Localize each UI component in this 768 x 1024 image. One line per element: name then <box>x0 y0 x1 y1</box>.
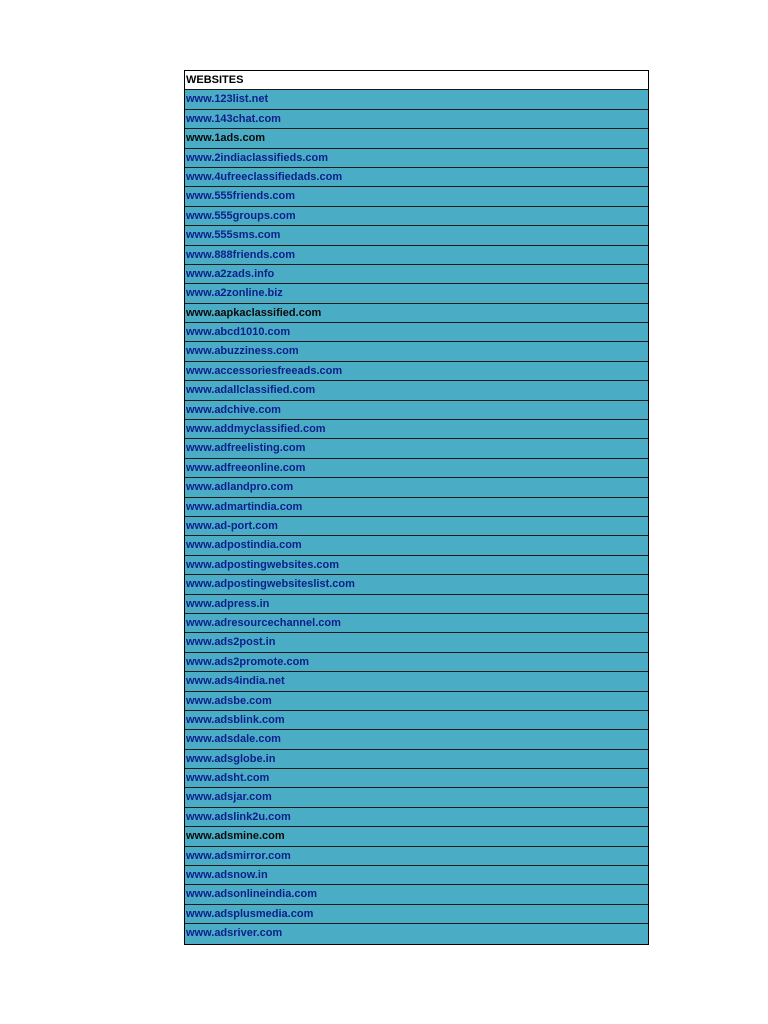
website-link[interactable]: www.888friends.com <box>185 246 648 265</box>
website-link[interactable]: www.adpress.in <box>185 595 648 614</box>
website-link[interactable]: www.adsnow.in <box>185 866 648 885</box>
website-text: www.aapkaclassified.com <box>185 304 648 323</box>
websites-table <box>184 70 649 945</box>
website-link[interactable]: www.adchive.com <box>185 401 648 420</box>
website-link[interactable]: www.555groups.com <box>185 207 648 226</box>
website-link[interactable]: www.adsbe.com <box>185 692 648 711</box>
website-link[interactable]: www.admartindia.com <box>185 498 648 517</box>
website-link[interactable]: www.adsglobe.in <box>185 750 648 769</box>
website-link[interactable]: www.ads2post.in <box>185 633 648 652</box>
website-link[interactable]: www.ads4india.net <box>185 672 648 691</box>
website-link[interactable]: www.adlandpro.com <box>185 478 648 497</box>
website-link[interactable]: www.143chat.com <box>185 110 648 129</box>
website-link[interactable]: www.adsdale.com <box>185 730 648 749</box>
website-link[interactable]: www.abuzziness.com <box>185 342 648 361</box>
website-link[interactable]: www.ad-port.com <box>185 517 648 536</box>
website-link[interactable]: www.adsplusmedia.com <box>185 905 648 924</box>
website-text: www.adsmine.com <box>185 827 648 846</box>
website-link[interactable]: www.adresourcechannel.com <box>185 614 648 633</box>
website-link[interactable]: www.adsmirror.com <box>185 847 648 866</box>
website-link[interactable]: www.a2zonline.biz <box>185 284 648 303</box>
website-link[interactable]: www.adpostindia.com <box>185 536 648 555</box>
website-list <box>185 90 648 943</box>
website-link[interactable]: www.accessoriesfreeads.com <box>185 362 648 381</box>
website-link[interactable]: www.2indiaclassifieds.com <box>185 149 648 168</box>
website-link[interactable]: www.ads2promote.com <box>185 653 648 672</box>
website-link[interactable]: www.adpostingwebsiteslist.com <box>185 575 648 594</box>
website-link[interactable]: www.adsjar.com <box>185 788 648 807</box>
website-link[interactable]: www.adsriver.com <box>185 924 648 943</box>
website-link[interactable]: www.555friends.com <box>185 187 648 206</box>
website-link[interactable]: www.555sms.com <box>185 226 648 245</box>
website-link[interactable]: www.adpostingwebsites.com <box>185 556 648 575</box>
website-link[interactable]: www.adsht.com <box>185 769 648 788</box>
website-text: www.1ads.com <box>185 129 648 148</box>
website-link[interactable]: www.4ufreeclassifiedads.com <box>185 168 648 187</box>
website-link[interactable]: www.adfreeonline.com <box>185 459 648 478</box>
website-link[interactable]: www.adsonlineindia.com <box>185 885 648 904</box>
website-link[interactable]: www.adfreelisting.com <box>185 439 648 458</box>
website-link[interactable]: www.addmyclassified.com <box>185 420 648 439</box>
column-header-websites: WEBSITES <box>185 71 648 90</box>
website-link[interactable]: www.123list.net <box>185 90 648 109</box>
website-link[interactable]: www.adslink2u.com <box>185 808 648 827</box>
website-link[interactable]: www.adsblink.com <box>185 711 648 730</box>
website-link[interactable]: www.abcd1010.com <box>185 323 648 342</box>
website-link[interactable]: www.adallclassified.com <box>185 381 648 400</box>
website-link[interactable]: www.a2zads.info <box>185 265 648 284</box>
